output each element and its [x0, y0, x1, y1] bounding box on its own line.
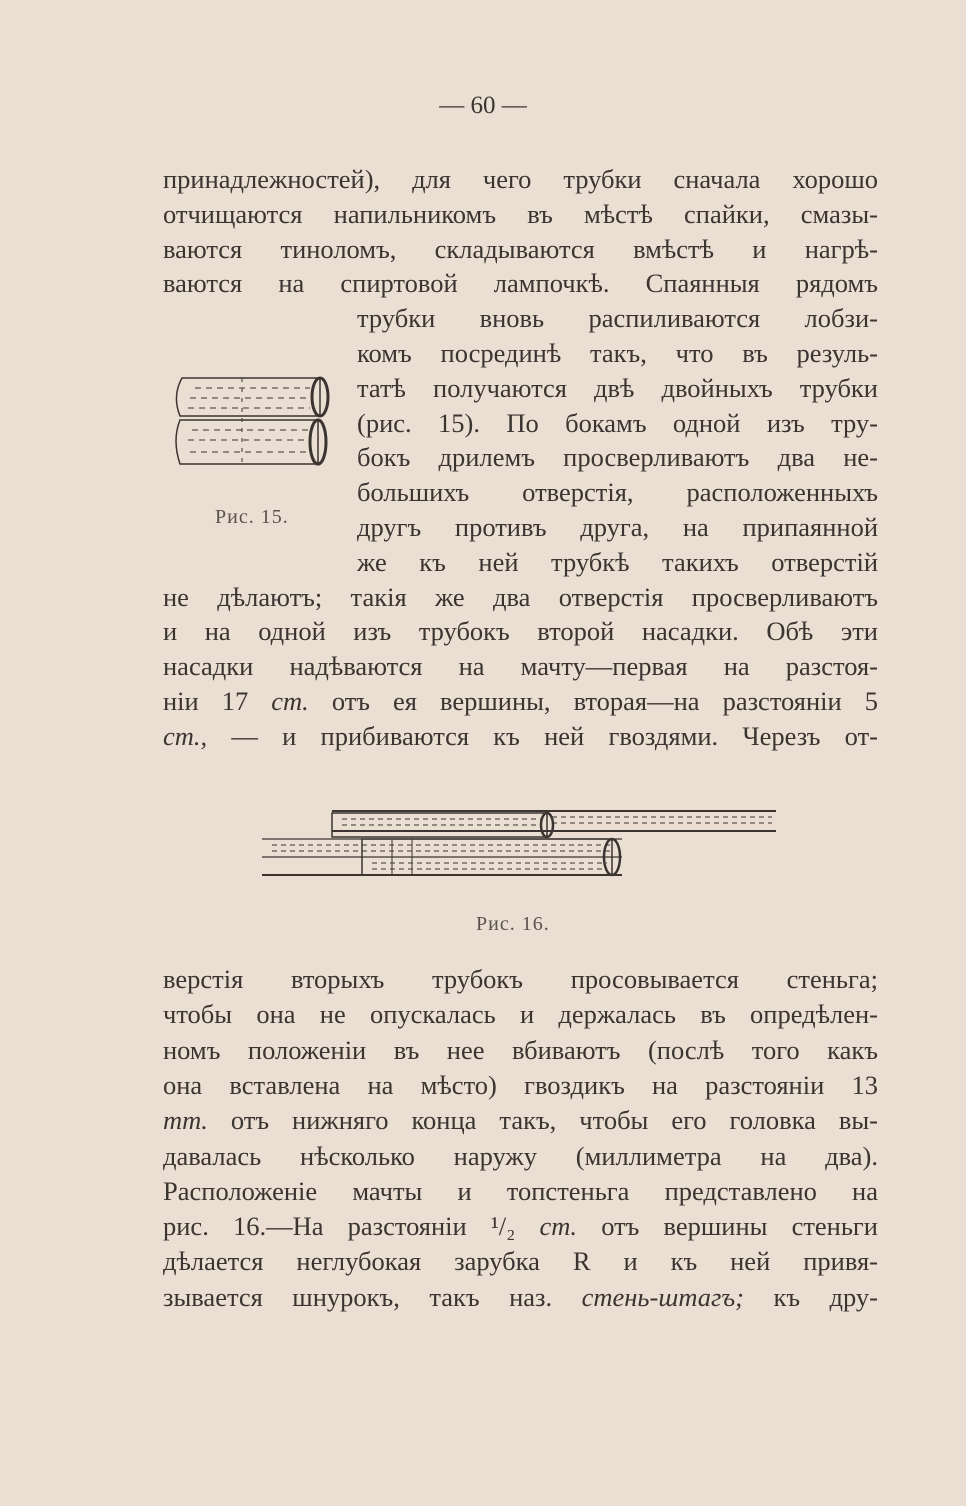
italic-text: стень-штагъ;	[581, 1281, 744, 1312]
text-segment: и на одной изъ трубокъ второй насадки. Обѣ эти	[163, 616, 878, 647]
text-segment: трубки вновь распиливаются лобзи-	[357, 303, 878, 334]
text-segment: Расположеніе мачты и топстеньга представлено на	[163, 1175, 878, 1206]
text-segment: номъ положеніи въ нее вбиваютъ (послѣ того какъ	[163, 1034, 878, 1065]
figure-16-caption: Рис. 16.	[476, 913, 550, 935]
text-segment: принадлежностей), для чего трубки сначала хорошо	[163, 164, 878, 194]
text-line	[357, 510, 878, 545]
text-segment: комъ посрединѣ такъ, что въ резуль-	[357, 338, 878, 368]
text-line	[357, 440, 878, 475]
text-line	[163, 1174, 878, 1209]
text-segment: отъ вершины стеньги	[577, 1211, 878, 1242]
text-line	[357, 545, 878, 580]
text-line	[163, 1280, 878, 1315]
text-segment: дѣлается неглубокая зарубка R и къ ней привя-	[163, 1246, 878, 1277]
text-line	[163, 197, 878, 232]
text-line	[163, 1068, 878, 1103]
text-segment: татѣ получаются двѣ двойныхъ трубки	[357, 372, 878, 403]
text-line	[163, 962, 878, 997]
page-number: — 60 —	[439, 92, 527, 119]
text-segment: отчищаются напильникомъ въ мѣстѣ спайки, смазы-	[163, 198, 878, 229]
text-line	[163, 1033, 878, 1068]
text-line	[163, 684, 878, 719]
italic-text: mm.	[163, 1105, 208, 1136]
text-segment: ніи 17	[163, 686, 272, 716]
text-segment: ваются тиноломъ, складываются вмѣстѣ и нагрѣ-	[163, 233, 878, 264]
text-line	[163, 997, 878, 1032]
text-segment: не дѣлаютъ; такія же два отверстія просверливаютъ	[163, 581, 878, 612]
figure-15-caption: Рис. 15.	[215, 506, 289, 528]
text-line	[163, 1139, 878, 1174]
figure-15-illustration	[170, 368, 335, 473]
text-line	[357, 406, 878, 441]
text-segment: рис. 16.—На разстояніи ¹/₂	[163, 1211, 540, 1242]
text-line	[357, 371, 878, 406]
text-segment: она вставлена на мѣсто) гвоздикъ на разстояніи 13	[163, 1069, 878, 1100]
text-line	[163, 580, 878, 615]
text-segment: къ дру-	[743, 1281, 878, 1312]
text-segment: другъ противъ друга, на припаянной	[357, 512, 878, 542]
text-line	[163, 614, 878, 649]
figure-16-illustration	[262, 805, 778, 880]
italic-text: cm.	[271, 686, 309, 716]
text-segment: большихъ отверстія, расположенныхъ	[357, 477, 878, 508]
text-segment: зывается шнурокъ, такъ наз.	[163, 1281, 582, 1312]
text-line	[163, 266, 878, 301]
italic-text: cm.	[539, 1211, 578, 1242]
text-line	[163, 232, 878, 267]
text-line	[163, 1209, 878, 1244]
text-segment: верстія вторыхъ трубокъ просовывается стеньга;	[163, 964, 878, 994]
text-segment: давалась нѣсколько наружу (миллиметра на два).	[163, 1140, 878, 1171]
text-segment: ваются на спиртовой лампочкѣ. Спаянныя рядомъ	[163, 268, 878, 299]
text-line	[163, 649, 878, 684]
italic-text: cm.,	[163, 720, 208, 751]
text-segment: отъ ея вершины, вторая—на разстояніи 5	[308, 686, 878, 716]
text-line	[357, 336, 878, 371]
text-segment: — и прибиваются къ ней гвоздями. Черезъ от-	[207, 720, 878, 751]
text-line	[163, 1103, 878, 1138]
text-segment: (рис. 15). По бокамъ одной изъ тру-	[357, 407, 878, 438]
text-line	[163, 1244, 878, 1279]
text-segment: бокъ дрилемъ просверливаютъ два не-	[357, 442, 878, 473]
text-segment: же къ ней трубкѣ такихъ отверстій	[357, 546, 878, 577]
text-line	[163, 719, 878, 754]
text-segment: насадки надѣваются на мачту—первая на разстоя-	[163, 651, 878, 682]
text-segment: чтобы она не опускалась и держалась въ опредѣлен-	[163, 999, 878, 1030]
text-segment: отъ нижняго конца такъ, чтобы его головка вы-	[207, 1105, 878, 1136]
text-line	[357, 301, 878, 336]
text-line	[163, 162, 878, 197]
text-line	[357, 475, 878, 510]
